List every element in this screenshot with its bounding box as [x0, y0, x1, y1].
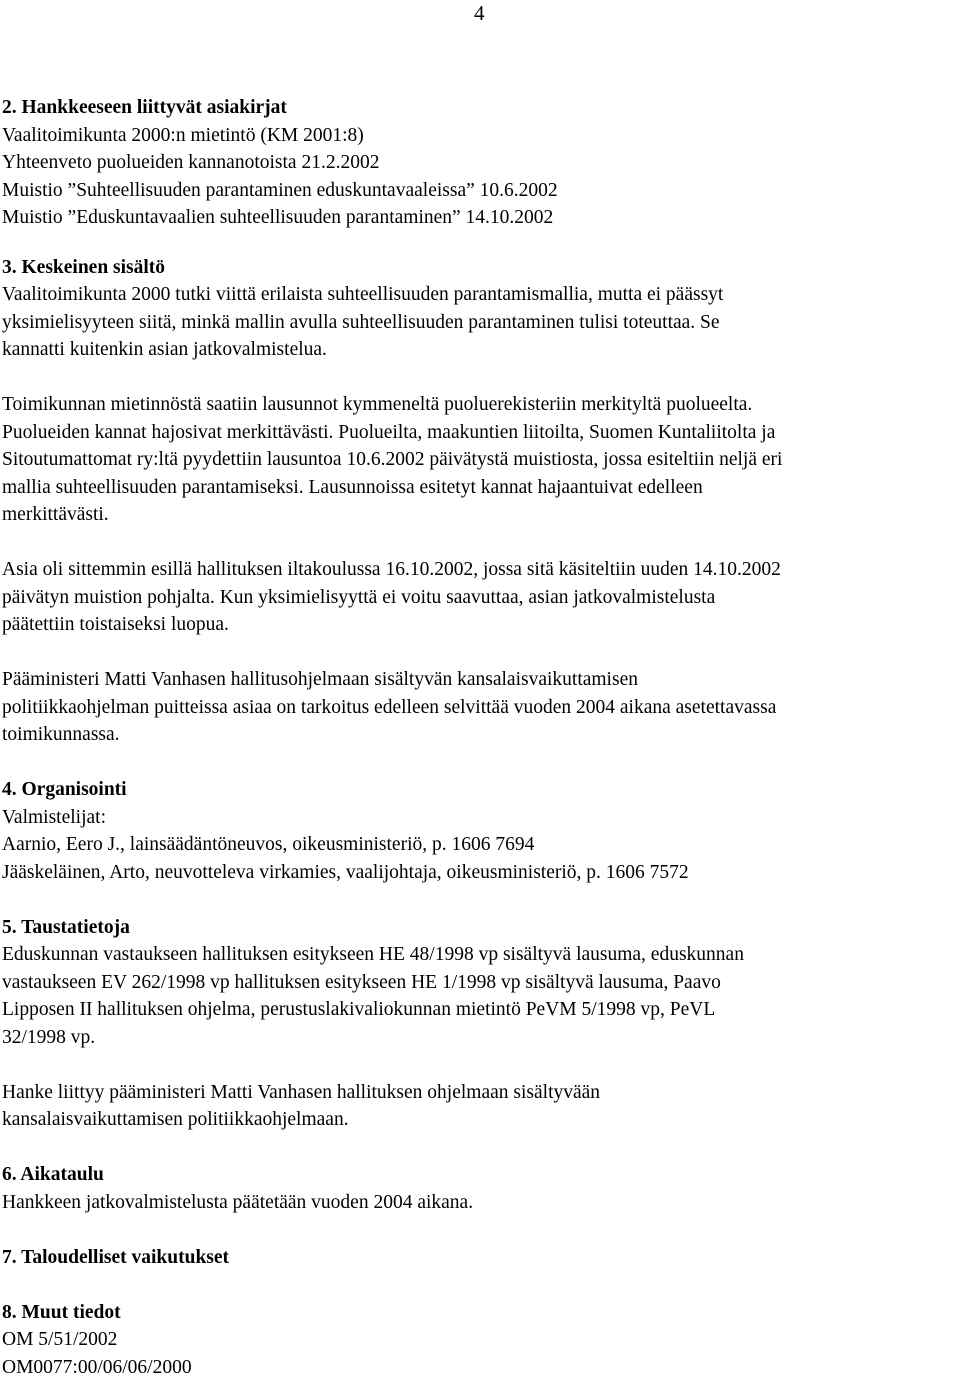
reference-code: OM0077:00/06/06/2000 [2, 1356, 192, 1378]
text-line: mallia suhteellisuuden parantamiseksi. Lausunnoissa esitetyt kannat hajaantuivat edelleen [2, 476, 703, 498]
text-line: kansalaisvaikuttamisen politiikkaohjelmaan. [2, 1109, 349, 1130]
text-line: Aarnio, Eero J., lainsäädäntöneuvos, oikeusministeriö, p. 1606 7694 [2, 834, 535, 855]
section-heading: 2. Hankkeeseen liittyvät asiakirjat [2, 97, 287, 118]
document-line: Yhteenveto puolueiden kannanotoista 21.2.2002 [2, 152, 380, 173]
reference-code: OM 5/51/2002 [2, 1329, 118, 1350]
section-main-content [2, 254, 958, 749]
text-line: yksimielisyyteen siitä, minkä mallin avulla suhteellisuuden parantaminen tulisi toteuttaa. Se [2, 311, 720, 333]
text-line: Hanke liittyy pääministeri Matti Vanhasen hallituksen ohjelmaan sisältyvään [2, 1081, 601, 1103]
document-line: Vaalitoimikunta 2000:n mietintö (KM 2001:8) [2, 124, 364, 146]
text-line: Vaalitoimikunta 2000 tutki viittä erilaista suhteellisuuden parantamismallia, mutta ei päässyt [2, 284, 724, 305]
text-line: Pääministeri Matti Vanhasen hallitusohjelmaan sisältyvän kansalaisvaikuttamisen [2, 669, 638, 690]
section-schedule [2, 1161, 958, 1216]
text-line: Toimikunnan mietinnöstä saatiin lausunnot kymmeneltä puoluerekisteriin merkityltä puolueelta. [2, 394, 753, 415]
section-background [2, 914, 958, 1134]
section-heading: 3. Keskeinen sisältö [2, 256, 166, 278]
paragraph [2, 556, 958, 639]
text-line: 32/1998 vp. [2, 1026, 96, 1048]
text-line: päätettiin toistaiseksi luopua. [2, 614, 229, 635]
document-body [2, 94, 958, 1381]
section-heading: 5. Taustatietoja [2, 916, 130, 938]
paragraph [2, 1079, 958, 1134]
text-line: Eduskunnan vastaukseen hallituksen esitykseen HE 48/1998 vp sisältyvä lausuma, eduskunnan [2, 944, 744, 965]
paragraph [2, 941, 958, 1051]
section-organisation [2, 776, 958, 886]
text-line: toimikunnassa. [2, 724, 120, 745]
text-line: Jääskeläinen, Arto, neuvotteleva virkamies, vaalijohtaja, oikeusministeriö, p. 1606 7572 [2, 861, 689, 883]
section-other-info [2, 1299, 958, 1382]
text-line: kannatti kuitenkin asian jatkovalmistelua. [2, 339, 327, 360]
section-heading: 4. Organisointi [2, 779, 127, 800]
text-line: Sitoutumattomat ry:ltä pyydettiin lausuntoa 10.6.2002 päivätystä muistiosta, jossa esiteltiin neljä eri [2, 449, 783, 470]
section-heading: 6. Aikataulu [2, 1164, 104, 1185]
section-heading: 8. Muut tiedot [2, 1301, 121, 1323]
page-number: 4 [474, 1, 485, 25]
section-heading: 7. Taloudelliset vaikutukset [2, 1246, 230, 1268]
text-line: vastaukseen EV 262/1998 vp hallituksen esitykseen HE 1/1998 vp sisältyvä lausuma, Paavo [2, 971, 721, 993]
document-line: Muistio ”Eduskuntavaalien suhteellisuuden parantaminen” 14.10.2002 [2, 207, 554, 228]
text-line: politiikkaohjelman puitteissa asiaa on tarkoitus edelleen selvittää vuoden 2004 aikana asetettavassa [2, 696, 777, 718]
paragraph [2, 391, 958, 529]
text-line: merkittävästi. [2, 504, 109, 525]
text-line: Puolueiden kannat hajosivat merkittävästi. Puolueilta, maakuntien liitoilta, Suomen Kuntaliitolta ja [2, 421, 776, 443]
paragraph [2, 666, 958, 749]
text-line: päivätyn muistion pohjalta. Kun yksimielisyyttä ei voitu saavuttaa, asian jatkovalmistelusta [2, 586, 716, 608]
section-related-documents [2, 94, 958, 232]
text-line: Valmistelijat: [2, 806, 106, 828]
text-line: Lipposen II hallituksen ohjelma, perustuslakivaliokunnan mietintö PeVM 5/1998 vp, PeVL [2, 999, 716, 1020]
document-line: Muistio ”Suhteellisuuden parantaminen eduskuntavaaleissa” 10.6.2002 [2, 179, 558, 201]
paragraph [2, 281, 958, 364]
text-line: Asia oli sittemmin esillä hallituksen iltakoulussa 16.10.2002, jossa sitä käsiteltiin uuden 14.10.2002 [2, 559, 781, 580]
text-line: Hankkeen jatkovalmistelusta päätetään vuoden 2004 aikana. [2, 1191, 474, 1213]
section-financial-effects [2, 1244, 958, 1272]
